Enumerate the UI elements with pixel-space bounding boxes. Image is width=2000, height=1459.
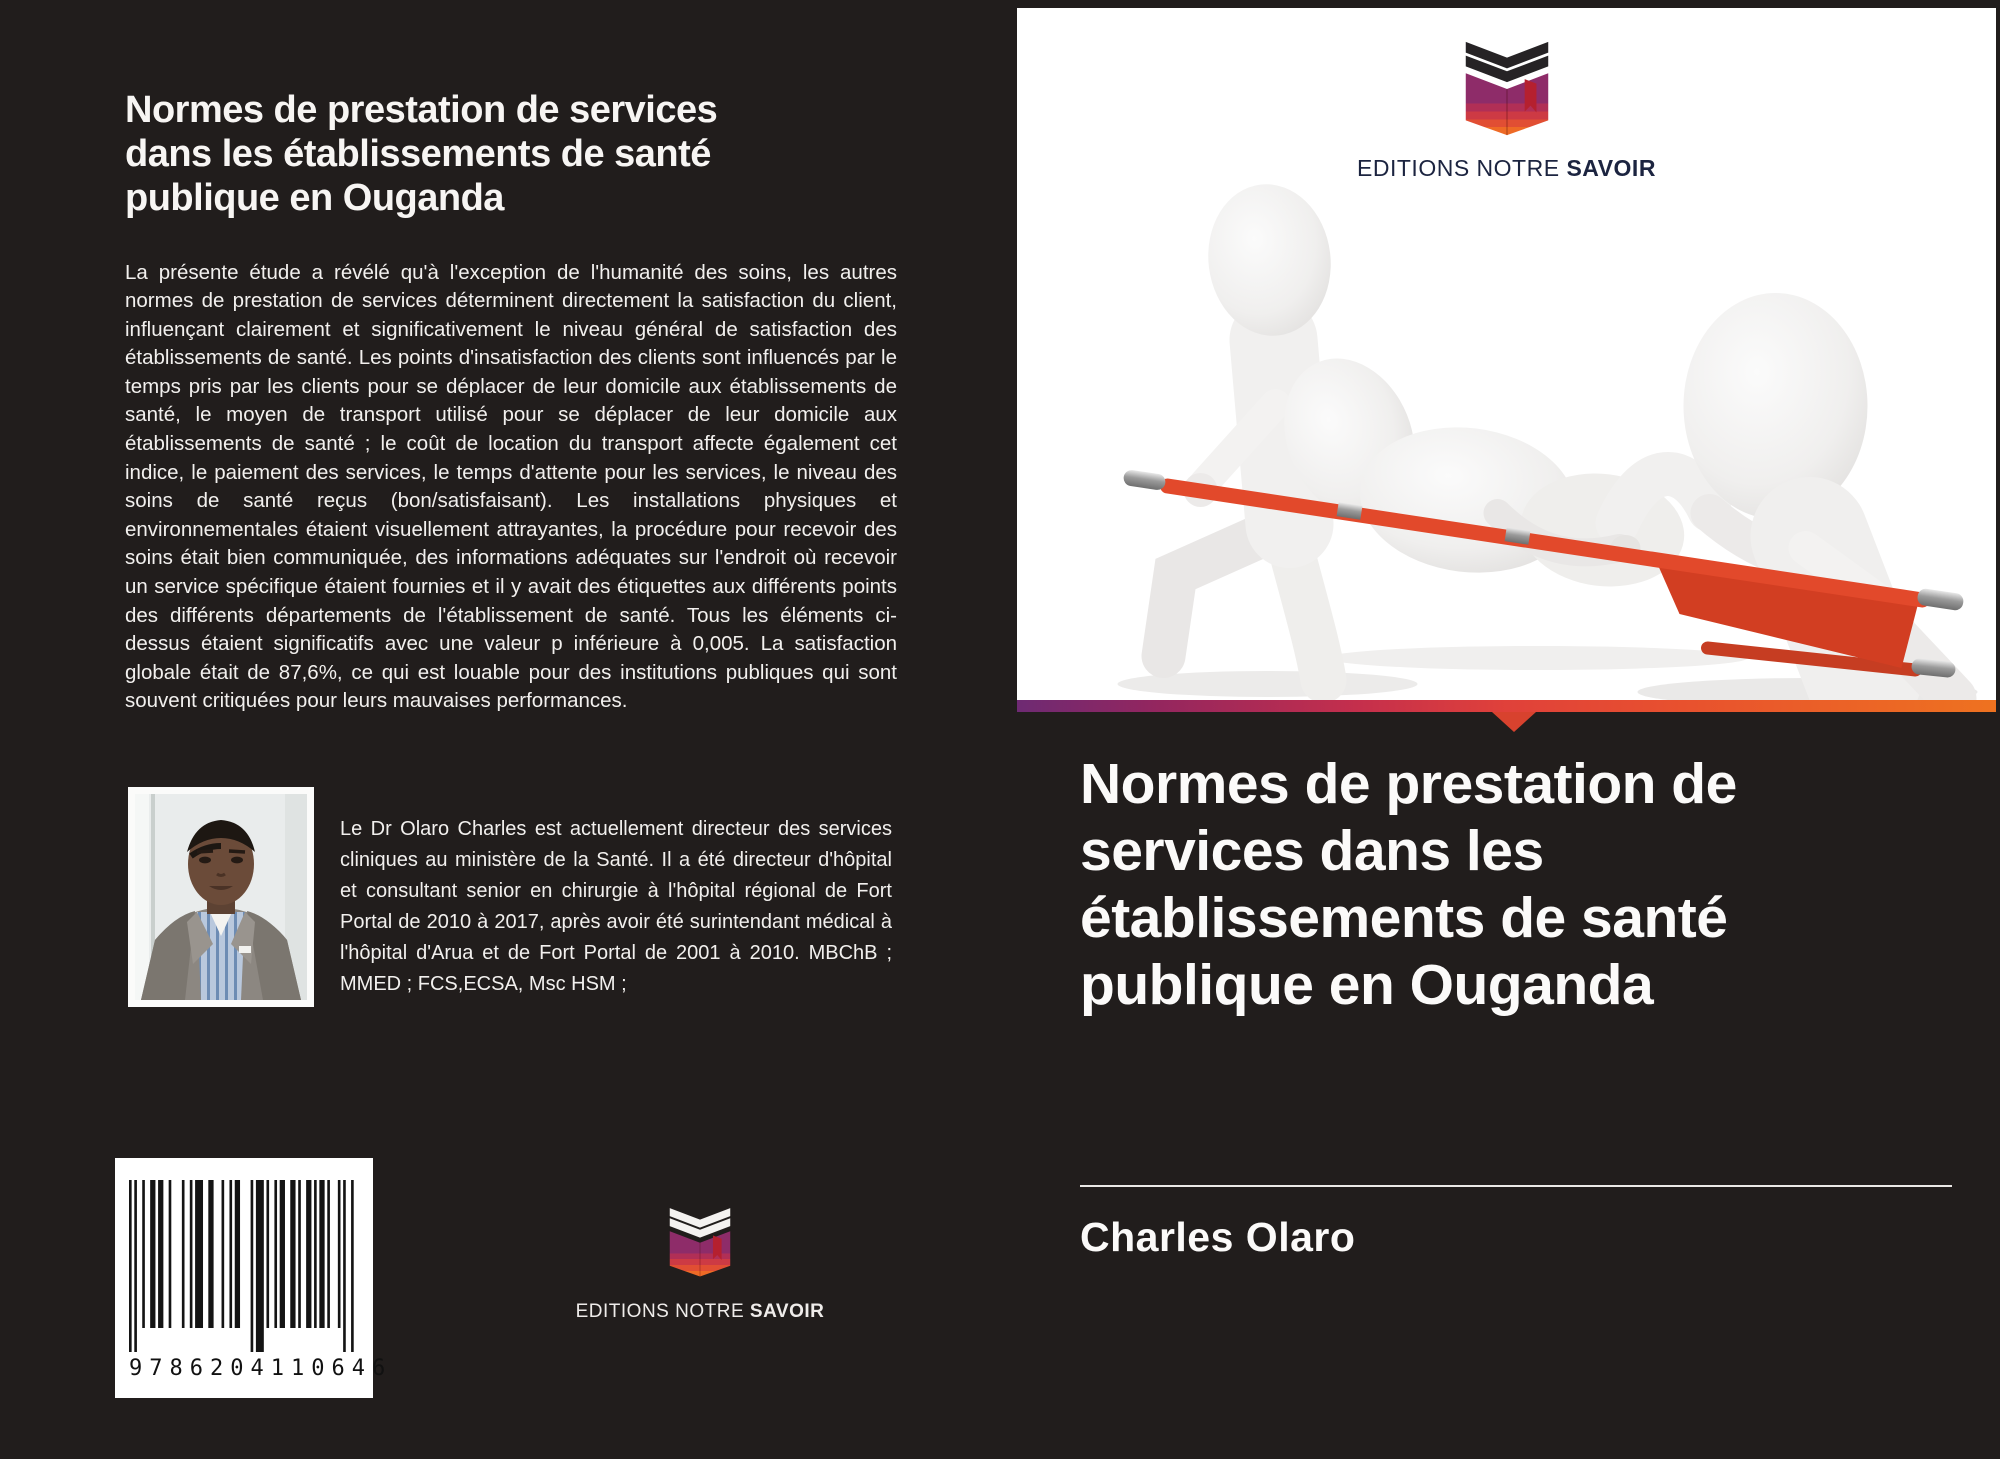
publisher-logo-front	[1017, 34, 1996, 182]
publisher-name: EDITIONS NOTRE SAVOIR	[1357, 155, 1656, 181]
front-title-line: Normes de prestation de	[1080, 752, 1737, 816]
publisher-logo-back	[550, 1202, 850, 1323]
front-cover	[1016, 0, 2000, 1459]
publisher-book-icon	[664, 1202, 736, 1282]
front-title-line: publique en Ouganda	[1080, 953, 1654, 1017]
floor-shadow	[1328, 646, 1748, 670]
strip-notch	[1492, 712, 1536, 732]
front-title-line: établissements de santé	[1080, 886, 1728, 950]
cover-illustration	[1017, 8, 1996, 712]
back-title-line: dans les établissements de santé	[125, 133, 711, 175]
back-title-line: publique en Ouganda	[125, 177, 504, 219]
back-title	[125, 88, 925, 220]
back-title-line: Normes de prestation de services	[125, 89, 718, 131]
author-divider-rule	[1080, 1185, 1952, 1187]
front-title-line: services dans les	[1080, 819, 1544, 883]
publisher-book-icon	[1457, 34, 1557, 142]
front-author-name: Charles Olaro	[1080, 1214, 1356, 1260]
publisher-name: EDITIONS NOTRE SAVOIR	[575, 1301, 825, 1322]
barcode-number: 9 786204 110646	[129, 1356, 393, 1381]
accent-gradient-strip	[1017, 700, 1996, 712]
synopsis-text: La présente étude a révélé qu'à l'exception de l'humanité des soins, les autres normes de prestation de services déterminent directement la satisfaction du client, influençant clairement et significativement le niveau général de satisfaction des établissements de santé. Les points d'insatisfaction des clients sont influencés par le temps pris par les clients pour se déplacer de leur domicile aux établissements de santé, le moyen de transport utilisé pour se déplacer de leur domicile aux établissements de santé ; le coût de location du transport affecte également cet indice, le paiement des services, le temps d'attente pour les services, le niveau des soins de santé reçus (bon/satisfaisant). Les installations physiques et environnementales étaient visuellement attrayantes, la procédure pour recevoir des soins était bien communiquée, des informations adéquates sur l'endroit où recevoir un service spécifique étaient fournies et il y avait des étiquettes aux différents points des différents départements de l'établissement de santé. Tous les éléments ci-dessus étaient significatifs avec une valeur p inférieure à 0,005. La satisfaction globale était de 87,6%, ce qui est louable pour des institutions publiques qui sont souvent critiquées pour leurs mauvaises performances.	[125, 260, 897, 713]
barcode	[115, 1158, 393, 1398]
author-portrait-image	[135, 794, 307, 1000]
front-title	[1080, 751, 1980, 1019]
author-photo	[128, 787, 314, 1007]
author-bio-text: Le Dr Olaro Charles est actuellement directeur des services cliniques au ministère de la Santé. Il a été directeur d'hôpital et consultant senior en chirurgie à l'hôpital régional de Fort Portal de 2010 à 2017, après avoir été surintendant médical à l'hôpital d'Arua et de Fort Portal de 2001 à 2010. MBChB ; MMED ; FCS,ECSA, Msc HSM ;	[340, 818, 892, 995]
